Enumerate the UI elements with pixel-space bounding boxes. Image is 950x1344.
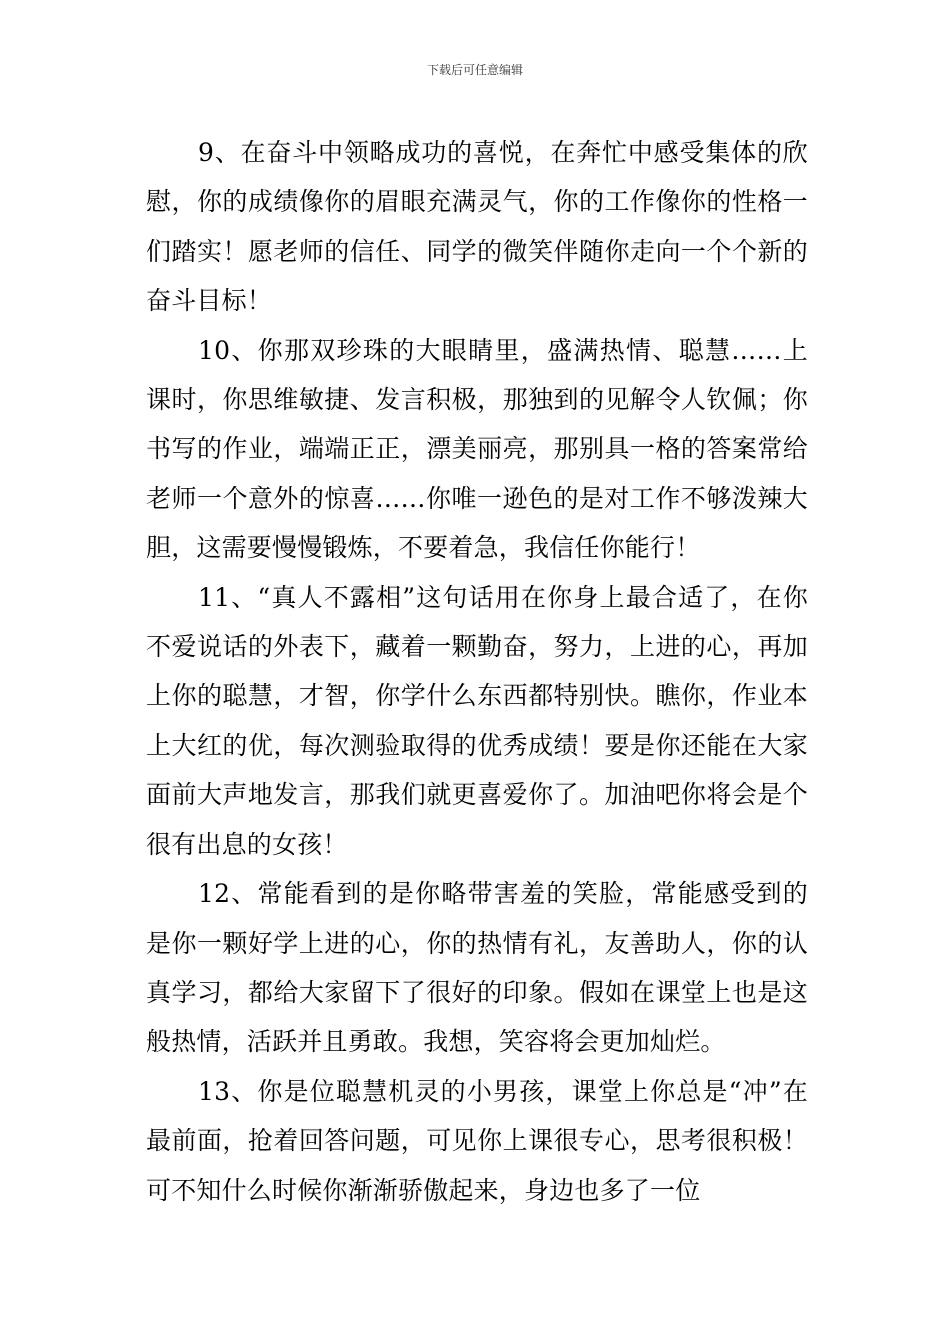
comment-paragraph-13: 13、你是位聪慧机灵的小男孩，课堂上你总是“冲”在最前面，抢着回答问题，可见你上课很专心，思考很积极！可不知什么时候你渐渐骄傲起来，身边也多了一位 (146, 1076, 808, 1205)
comment-paragraph-11: 11、“真人不露相”这句话用在你身上最合适了，在你不爱说话的外表下，藏着一颗勤奋，努力，上进的心，再加上你的聪慧，才智，你学什么东西都特别快。瞧你，作业本上大红的优，每次测验取得的优秀成绩！要是你还能在大家面前大声地发言，那我们就更喜爱你了。加油吧你将会是个很有出息的女孩！ (146, 582, 808, 859)
comment-paragraph-12: 12、常能看到的是你略带害羞的笑脸，常能感受到的是你一颗好学上进的心，你的热情有礼，友善助人，你的认真学习，都给大家留下了很好的印象。假如在课堂上也是这般热情，活跃并且勇敢。我想，笑容将会更加灿烂。 (146, 879, 808, 1057)
comment-paragraph-9: 9、在奋斗中领略成功的喜悦，在奔忙中感受集体的欣慰，你的成绩像你的眉眼充满灵气，你的工作像你的性格一们踏实！愿老师的信任、同学的微笑伴随你走向一个个新的奋斗目标！ (146, 138, 808, 316)
document-body (146, 128, 808, 1238)
page-header: 下载后可任意编辑 (426, 63, 523, 77)
comment-paragraph-10: 10、你那双珍珠的大眼睛里，盛满热情、聪慧……上课时，你思维敏捷、发言积极，那独到的见解令人钦佩；你书写的作业，端端正正，漂美丽亮，那别具一格的答案常给老师一个意外的惊喜……你唯一逊色的是对工作不够泼辣大胆，这需要慢慢锻炼，不要着急，我信任你能行！ (146, 335, 808, 563)
